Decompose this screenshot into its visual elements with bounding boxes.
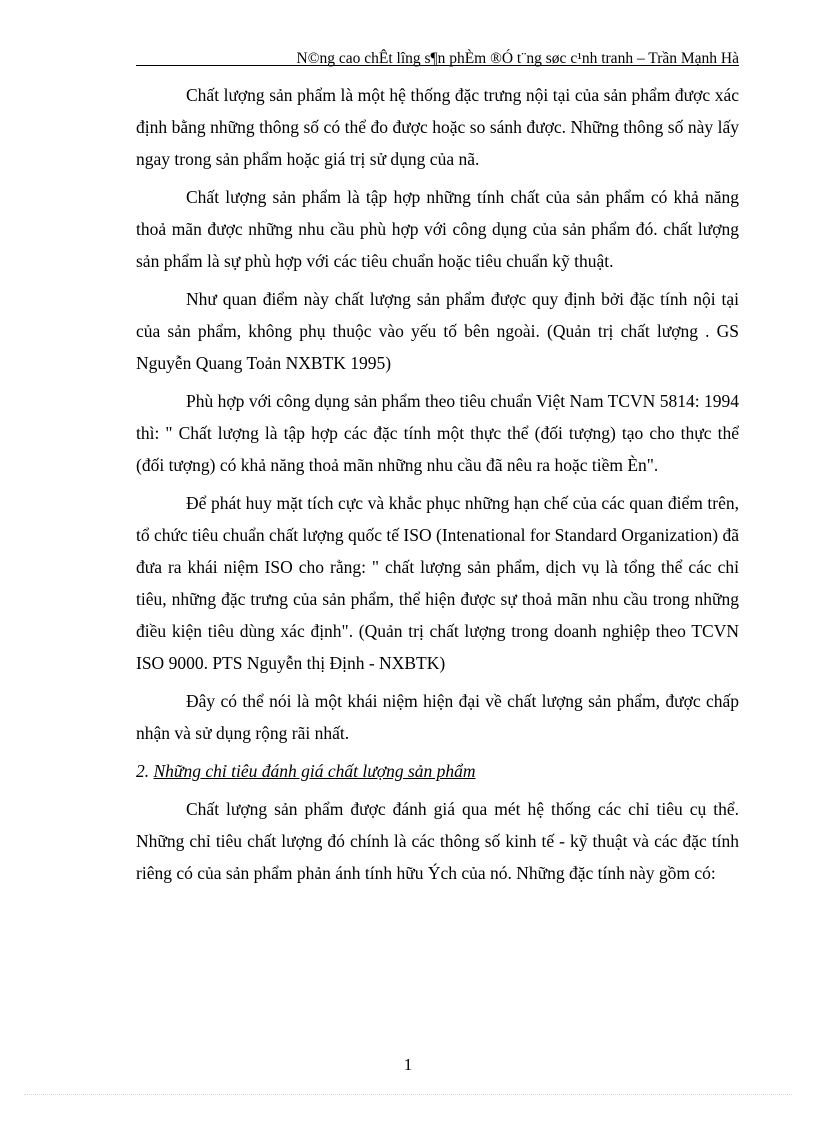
paragraph-4: Phù hợp với công dụng sản phẩm theo tiêu chuẩn Việt Nam TCVN 5814: 1994 thì: " Chất lượng là tập hợp các đặc tính một thực thể (đối tượng) tạo cho thực thể (đối tượng) có khả năng thoả mãn những nhu cầu đã nêu ra hoặc tiềm Èn". <box>136 391 739 475</box>
document-body <box>136 79 739 895</box>
header-rule <box>136 65 739 66</box>
section-title: Những chỉ tiêu đánh giá chất lượng sản phẩm <box>153 761 476 781</box>
page-bottom-divider <box>24 1094 792 1095</box>
section-number: 2. <box>136 761 150 781</box>
section-heading <box>136 755 739 787</box>
paragraph-6: Đây có thể nói là một khái niệm hiện đại về chất lượng sản phẩm, được chấp nhận và sử dụng rộng rãi nhất. <box>136 691 739 743</box>
paragraph-2: Chất lượng sản phẩm là tập hợp những tính chất của sản phẩm có khả năng thoả mãn được những nhu cầu phù hợp với công dụng của sản phẩm đó. chất lượng sản phẩm là sự phù hợp với các tiêu chuẩn hoặc tiêu chuẩn kỹ thuật. <box>136 187 739 271</box>
page-number: 1 <box>403 1055 413 1074</box>
paragraph-1: Chất lượng sản phẩm là một hệ thống đặc trưng nội tại của sản phẩm được xác định bằng những thông số có thể đo được hoặc so sánh được. Những thông số này lấy ngay trong sản phẩm hoặc giá trị sử dụng của nã. <box>136 85 739 169</box>
paragraph-3: Như quan điểm này chất lượng sản phẩm được quy định bởi đặc tính nội tại của sản phẩm, không phụ thuộc vào yếu tố bên ngoài. (Quản trị chất lượng . GS Nguyễn Quang Toản NXBTK 1995) <box>136 289 739 373</box>
paragraph-5: Để phát huy mặt tích cực và khắc phục những hạn chế của các quan điểm trên, tổ chức tiêu chuẩn chất lượng quốc tế ISO (Intenational for Standard Organization) đã đưa ra khái niệm ISO cho rằng: " chất lượng sản phẩm, dịch vụ là tổng thể các chỉ tiêu, những đặc trưng của sản phẩm, thể hiện được sự thoả mãn nhu cầu trong những điều kiện tiêu dùng xác định". (Quản trị chất lượng trong doanh nghiệp theo TCVN ISO 9000. PTS Nguyễn thị Định - NXBTK) <box>136 493 739 673</box>
section-paragraph-1: Chất lượng sản phẩm được đánh giá qua mét hệ thống các chỉ tiêu cụ thể. Những chỉ tiêu chất lượng đó chính là các thông số kinh tế - kỹ thuật và các đặc tính riêng có của sản phẩm phản ánh tính hữu Ých của nó. Những đặc tính này gồm có: <box>136 799 739 883</box>
running-header: N©ng cao chÊt lîng s¶n phÈm ®Ó t¨ng søc c¹nh tranh – Trần Mạnh Hà <box>296 50 739 67</box>
